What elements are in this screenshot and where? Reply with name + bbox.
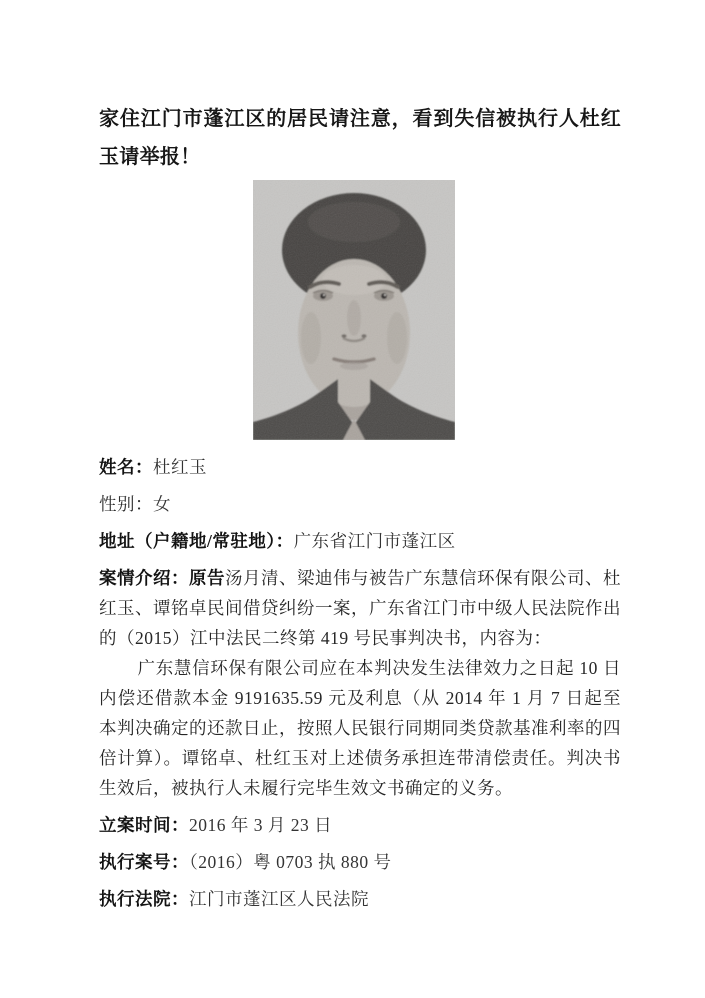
name-value: 杜红玉 xyxy=(153,457,207,477)
filing-date-row xyxy=(99,810,621,840)
gender-label: 性别： xyxy=(99,494,153,514)
court-label: 执行法院： xyxy=(99,889,189,909)
case-intro-paragraph xyxy=(99,563,621,653)
notice-title: 家住江门市蓬江区的居民请注意，看到失信被执行人杜红玉请举报！ xyxy=(99,108,621,168)
address-label: 地址（户籍地/常驻地）： xyxy=(99,531,294,551)
judgment-paragraph: 广东慧信环保有限公司应在本判决发生法律效力之日起 10 日内偿还借款本金 9191635.59 元及利息（从 2014 年 1 月 7 日起至本判决确定的还款日止，按照人民银行同期同类贷款基准利率的四倍计算）。谭铭卓、杜红玉对上述债务承担连带清偿责任。判决书生效后，被执行人未履行完毕生效文书确定的义务。 xyxy=(99,658,621,798)
address-field-row xyxy=(99,526,621,556)
case-number-row xyxy=(99,847,621,877)
photo-grain-overlay xyxy=(253,180,455,440)
name-label: 姓名： xyxy=(99,457,153,477)
case-intro-text: 汤月清、梁迪伟与被告广东慧信环保有限公司、杜红玉、谭铭卓民间借贷纠纷一案，广东省江门市中级人民法院作出的（2015）江中法民二终第 419 号民事判决书，内容为： xyxy=(99,568,621,648)
plaintiff-lead: 原告 xyxy=(189,568,225,588)
court-row xyxy=(99,884,621,914)
gender-value: 女 xyxy=(153,494,171,514)
filing-date-label: 立案时间： xyxy=(99,815,189,835)
court-value: 江门市蓬江区人民法院 xyxy=(189,889,369,909)
name-field-row xyxy=(99,452,621,482)
case-number-value: （2016）粤 0703 执 880 号 xyxy=(189,852,392,872)
debtor-photo xyxy=(253,180,455,440)
address-value: 广东省江门市蓬江区 xyxy=(293,531,456,551)
meta-fields xyxy=(99,810,621,914)
case-number-label: 执行案号： xyxy=(99,852,189,872)
case-intro-label: 案情介绍： xyxy=(99,568,189,588)
filing-date-value: 2016 年 3 月 23 日 xyxy=(189,815,333,835)
gender-field-row xyxy=(99,489,621,519)
debtor-photo-image xyxy=(253,180,455,440)
